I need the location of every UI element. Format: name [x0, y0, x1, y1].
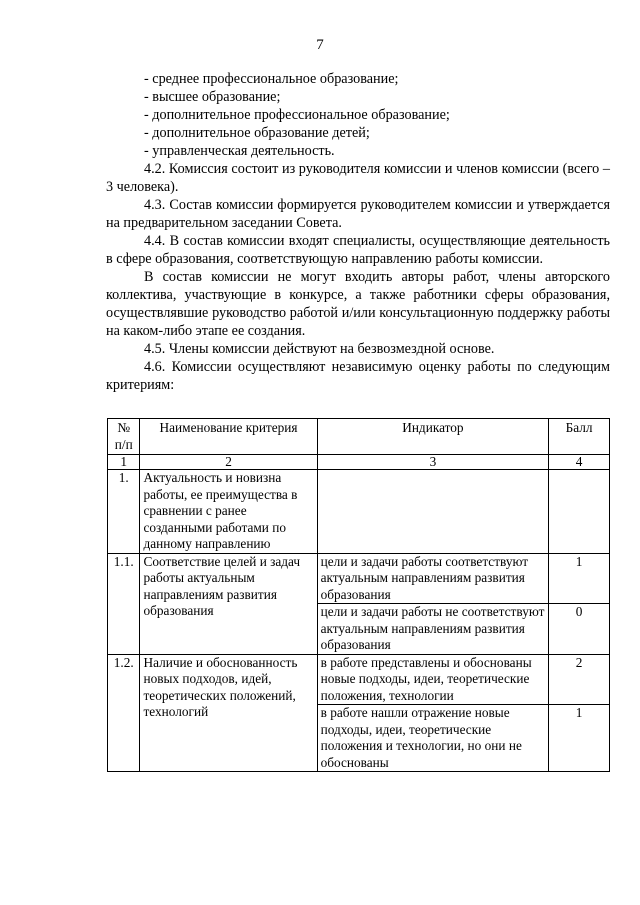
score-cell: 1	[549, 705, 610, 772]
header-score: Балл	[549, 419, 610, 455]
criterion-name: Актуальность и новизна работы, ее преимущества в сравнении с ранее созданными работами по данному направлению	[140, 470, 317, 554]
page-number: 7	[316, 37, 324, 53]
indicator-cell: цели и задачи работы не соответствуют актуальным направлениям развития образования	[317, 604, 549, 655]
indicator-cell	[317, 470, 549, 554]
score-cell: 2	[549, 654, 610, 705]
list-item: - высшее образование;	[144, 89, 281, 105]
table-row	[108, 470, 610, 554]
row-num: 1.	[108, 470, 140, 554]
row-num: 1.2.	[108, 654, 140, 772]
column-index: 4	[549, 455, 610, 470]
table-row	[108, 553, 610, 604]
criteria-table	[107, 418, 610, 772]
table-row	[108, 654, 610, 705]
paragraph-4-3: 4.3. Состав комиссии формируется руководителем комиссии и утверждается на предварительном заседании Совета.	[106, 197, 610, 231]
score-cell: 0	[549, 604, 610, 655]
paragraph-authors: В состав комиссии не могут входить авторы работ, члены авторского коллектива, участвующие в конкурсе, а также работники сферы образования, осуществлявшие руководство работой и/или консультационную поддержку работы на каком-либо этапе ее создания.	[106, 269, 610, 339]
score-cell	[549, 470, 610, 554]
list-item: - дополнительное образование детей;	[144, 125, 370, 141]
list-item: - управленческая деятельность.	[144, 143, 335, 159]
criterion-name: Соответствие целей и задач работы актуальным направлениям развития образования	[140, 553, 317, 654]
table-header-row	[108, 419, 610, 455]
criterion-name: Наличие и обоснованность новых подходов, идей, теоретических положений, технологий	[140, 654, 317, 772]
paragraph-4-2: 4.2. Комиссия состоит из руководителя комиссии и членов комиссии (всего – 3 человека).	[106, 161, 610, 195]
header-indicator: Индикатор	[317, 419, 549, 455]
indicator-cell: цели и задачи работы соответствуют актуальным направлениям развития образования	[317, 553, 549, 604]
list-item: - среднее профессиональное образование;	[144, 71, 399, 87]
document-body	[106, 70, 610, 394]
indicator-cell: в работе представлены и обоснованы новые подходы, идеи, теоретические положения, технологии	[317, 654, 549, 705]
column-index: 3	[317, 455, 549, 470]
paragraph-4-4: 4.4. В состав комиссии входят специалисты, осуществляющие деятельность в сфере образования, соответствующую направлению работы комиссии.	[106, 233, 610, 267]
header-num: № п/п	[108, 419, 140, 455]
score-cell: 1	[549, 553, 610, 604]
paragraph-4-6: 4.6. Комиссии осуществляют независимую оценку работы по следующим критериям:	[106, 359, 610, 393]
header-name: Наименование критерия	[140, 419, 317, 455]
indicator-cell: в работе нашли отражение новые подходы, идеи, теоретические положения и технологии, но они не обоснованы	[317, 705, 549, 772]
paragraph-4-5: 4.5. Члены комиссии действуют на безвозмездной основе.	[144, 341, 495, 357]
list-item: - дополнительное профессиональное образование;	[144, 107, 450, 123]
column-index: 2	[140, 455, 317, 470]
column-index-row	[108, 455, 610, 470]
column-index: 1	[108, 455, 140, 470]
row-num: 1.1.	[108, 553, 140, 654]
